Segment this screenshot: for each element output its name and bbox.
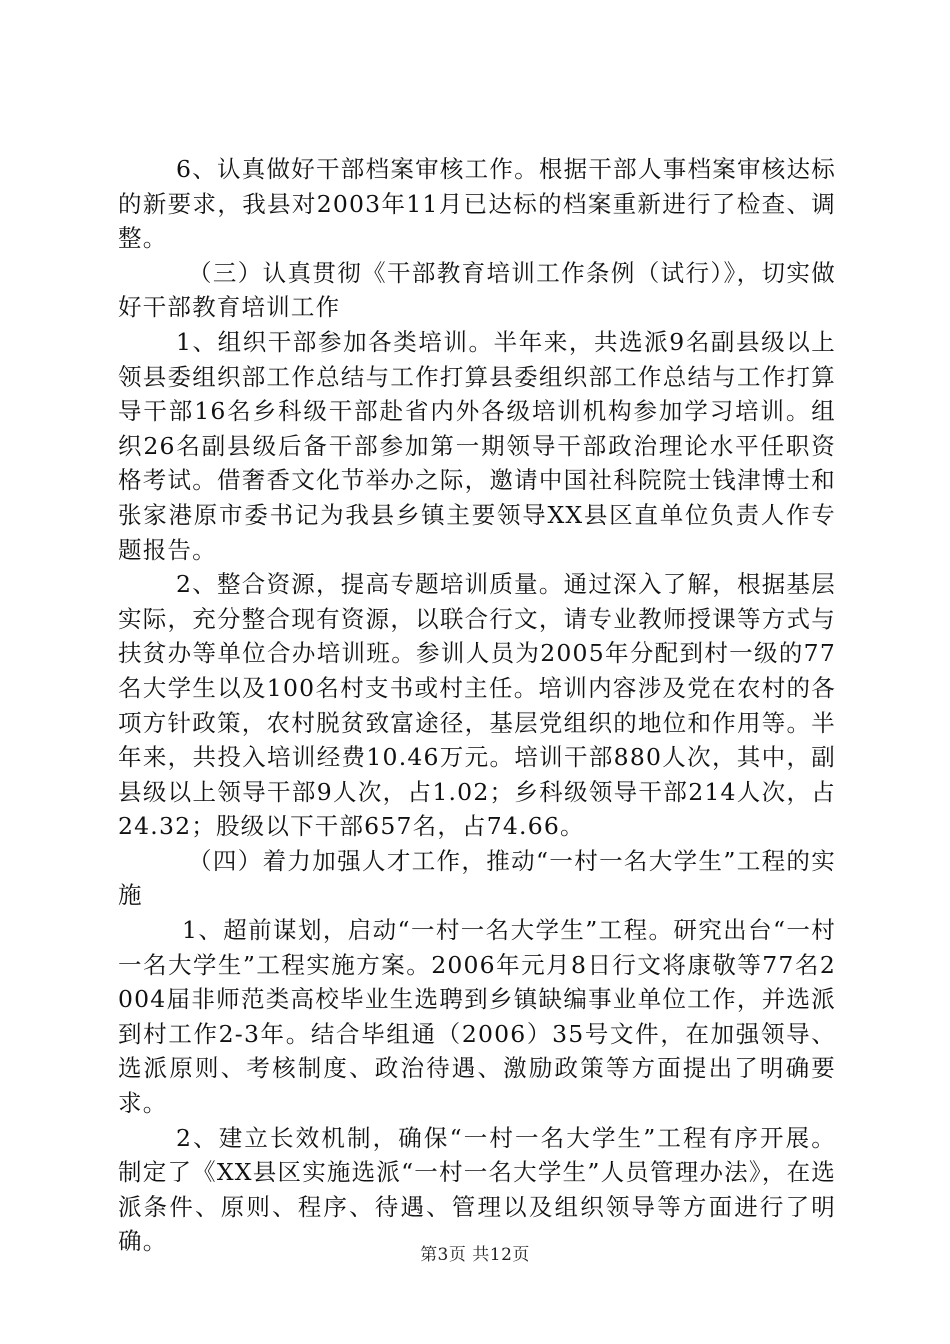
paragraph-resource-integration: 2、整合资源，提高专题培训质量。通过深入了解，根据基层实际，充分整合现有资源，以联合行文，请专业教师授课等方式与扶贫办等单位合办培训班。参训人员为2005年分配到村一级的77名大学生以及100名村支书或村主任。培训内容涉及党在农村的各项方针政策，农村脱贫致富途径，基层党组织的地位和作用等。半年来，共投入培训经费10.46万元。培训干部880人次，其中，副县级以上领导干部9人次，占1.02；乡科级领导干部214人次，占24.32；股级以下干部657名，占74.66。 bbox=[118, 570, 836, 841]
paragraph-cadre-training: 1、组织干部参加各类培训。半年来，共选派9名副县级以上领县委组织部工作总结与工作打算县委组织部工作总结与工作打算导干部16名乡科级干部赴省内外各级培训机构参加学习培训。组织26名副县级后备干部参加第一期领导干部政治理论水平任职资格考试。借奢香文化节举办之际，邀请中国社科院院士钱津博士和张家港原市委书记为我县乡镇主要领导XX县区直单位负责人作专题报告。 bbox=[118, 327, 836, 564]
section-heading-training: （三）认真贯彻《干部教育培训工作条例（试行）》，切实做好干部教育培训工作 bbox=[118, 258, 836, 322]
paragraph-archive-review: 6、认真做好干部档案审核工作。根据干部人事档案审核达标的新要求，我县对2003年11月已达标的档案重新进行了检查、调整。 bbox=[118, 155, 836, 253]
page-number-footer: 第3页 共12页 bbox=[420, 1245, 530, 1265]
document-body bbox=[118, 152, 836, 1259]
paragraph-project-launch: 1、超前谋划，启动“一村一名大学生”工程。研究出台“一村一名大学生”工程实施方案。2006年元月8日行文将康敬等77名2004届非师范类高校毕业生选聘到乡镇缺编事业单位工作，并选派到村工作2-3年。结合毕组通（2006）35号文件，在加强领导、选派原则、考核制度、政治待遇、激励政策等方面提出了明确要求。 bbox=[118, 916, 836, 1118]
paragraph-long-term-mechanism: 2、建立长效机制，确保“一村一名大学生”工程有序开展。制定了《XX县区实施选派“一村一名大学生”人员管理办法》，在选派条件、原则、程序、待遇、管理以及组织领导等方面进行了明确。 bbox=[118, 1123, 836, 1256]
section-heading-talent: （四）着力加强人才工作，推动“一村一名大学生”工程的实施 bbox=[118, 846, 836, 910]
